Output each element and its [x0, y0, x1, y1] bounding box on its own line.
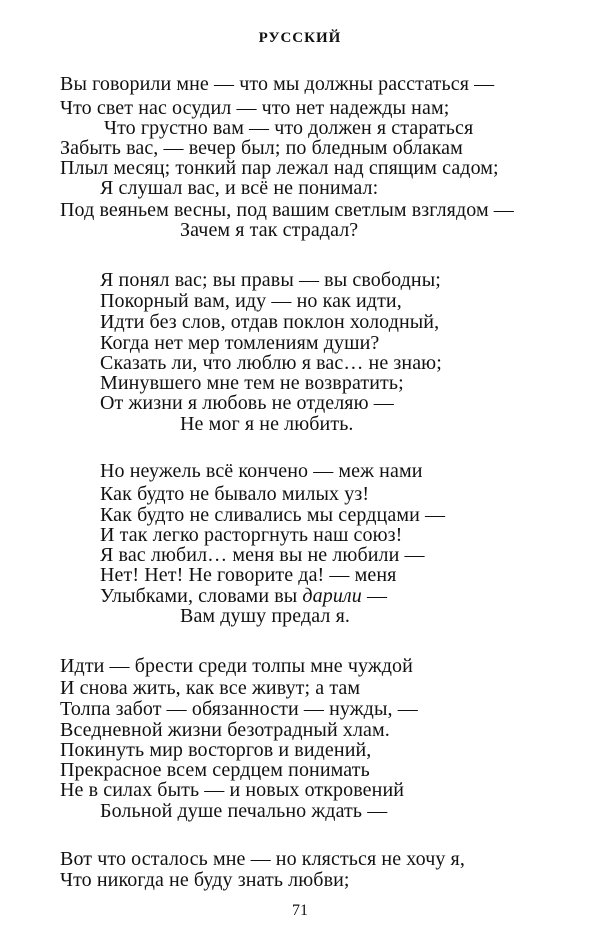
poem-line: Как будто не бывало милых уз! [100, 483, 370, 505]
poem-line: Не мог я не любить. [180, 413, 354, 435]
poem-line: Покорный вам, иду — но как идти, [100, 290, 402, 312]
poem-line: Вседневной жизни безотрадный хлам. [60, 719, 390, 741]
poem-line: От жизни я любовь не отделяю — [100, 392, 394, 414]
poem-line-text: — [361, 585, 388, 607]
poem-line: Покинуть мир восторгов и видений, [60, 739, 372, 761]
poem-line: Минувшего мне тем не возвратить; [100, 372, 404, 394]
poem-line: Как будто не сливались мы сердцами — [100, 504, 446, 526]
poem-line: Я вас любил… меня вы не любили — [100, 544, 425, 566]
poem-line: Я понял вас; вы правы — вы свободны; [100, 269, 441, 291]
poem-line: Нет! Нет! Не говорите да! — меня [100, 564, 397, 586]
poem-line: Идти без слов, отдав поклон холодный, [100, 311, 440, 333]
poem-line: Вам душу предал я. [180, 605, 350, 627]
poem-line-emphasis: дарили [302, 585, 362, 607]
poem-line: Но неужель всё кончено — меж нами [100, 460, 423, 482]
poem-line: Не в силах быть — и новых откровений [60, 779, 405, 801]
poem-line-text: Улыбками, словами вы [100, 585, 303, 607]
poem-line: Что грустно вам — что должен я стараться [104, 117, 474, 139]
poem-title: РУССКИЙ [258, 30, 342, 46]
poem-line: Под веяньем весны, под вашим светлым взглядом — [60, 199, 514, 221]
poem-line: И снова жить, как все живут; а там [60, 677, 361, 699]
poem-line: Сказать ли, что люблю я вас… не знаю; [100, 352, 442, 374]
page-number: 71 [292, 902, 308, 919]
poem-line: Прекрасное всем сердцем понимать [60, 759, 370, 781]
poem-line: Больной душе печально ждать — [100, 800, 388, 822]
poem-line: Зачем я так страдал? [180, 219, 359, 241]
poem-line: И так легко расторгнуть наш союз! [100, 524, 403, 546]
poem-line: Что свет нас осудил — что нет надежды нам; [60, 97, 450, 119]
poem-line: Забыть вас, — вечер был; по бледным облакам [60, 137, 463, 159]
poem-line: Плыл месяц; тонкий пар лежал над спящим садом; [60, 157, 499, 179]
poem-line: Идти — брести среди толпы мне чуждой [60, 655, 413, 677]
poem-line: Я слушал вас, и всё не понимал: [100, 177, 379, 199]
poem-line: Толпа забот — обязанности — нужды, — [60, 698, 418, 720]
poem-line: Когда нет мер томлениям души? [100, 332, 380, 354]
poem-line: Вот что осталось мне — но клясться не хочу я, [60, 848, 465, 870]
poem-line: Что никогда не буду знать любви; [60, 869, 350, 891]
poem-line: Вы говорили мне — что мы должны расстаться — [60, 73, 495, 95]
